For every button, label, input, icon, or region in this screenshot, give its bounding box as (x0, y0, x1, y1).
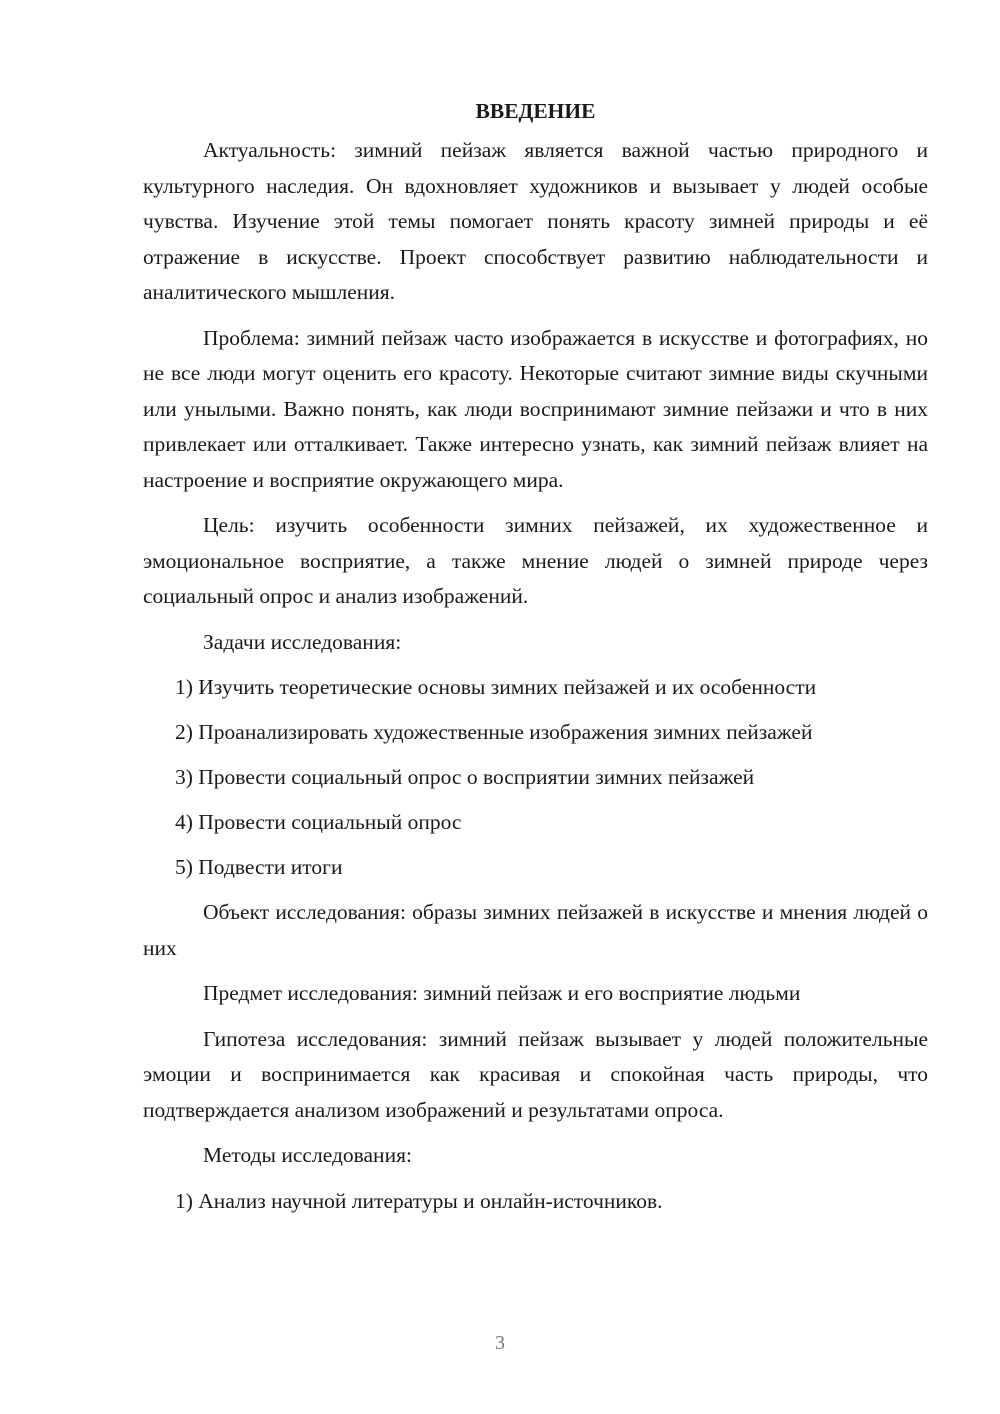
problem-paragraph: Проблема: зимний пейзаж часто изображается в искусстве и фотографиях, но не все люди могут оценить его красоту. Некоторые считают зимние виды скучными или унылыми. Важно понять, как люди воспринимают зимние пейзажи и что в них привлекает или отталкивает. Также интересно узнать, как зимний пейзаж влияет на настроение и восприятие окружающего мира. (143, 325, 928, 492)
goal-paragraph: Цель: изучить особенности зимних пейзажей, их художественное и эмоциональное восприятие, а также мнение людей о зимней природе через социальный опрос и анализ изображений. (143, 513, 928, 608)
page-number: 3 (495, 1332, 505, 1354)
list-item: 4) Провести социальный опрос (175, 810, 462, 834)
subject-paragraph: Предмет исследования: зимний пейзаж и его восприятие людьми (203, 981, 801, 1005)
list-item: 3) Провести социальный опрос о восприятии зимних пейзажей (175, 765, 755, 789)
methods-list (143, 1184, 928, 1220)
section-title: ВВЕДЕНИЕ (475, 99, 596, 123)
relevance-paragraph: Актуальность: зимний пейзаж является важной частью природного и культурного наследия. Он вдохновляет художников и вызывает у людей особые чувства. Изучение этой темы помогает понять красоту зимней природы и её отражение в искусстве. Проект способствует развитию наблюдательности и аналитического мышления. (143, 138, 928, 304)
list-item: 1) Анализ научной литературы и онлайн-источников. (175, 1188, 663, 1213)
list-item: 2) Проанализировать художественные изображения зимних пейзажей (175, 720, 813, 744)
list-item: 5) Подвести итоги (175, 855, 343, 879)
tasks-heading: Задачи исследования: (203, 629, 402, 654)
list-item: 1) Изучить теоретические основы зимних пейзажей и их особенности (175, 675, 817, 699)
object-paragraph: Объект исследования: образы зимних пейзажей в искусстве и мнения людей о них (143, 900, 928, 960)
document-body (143, 95, 928, 1229)
methods-heading: Методы исследования: (203, 1143, 412, 1167)
tasks-list (143, 670, 928, 886)
hypothesis-paragraph: Гипотеза исследования: зимний пейзаж вызывает у людей положительные эмоции и воспринимается как красивая и спокойная часть природы, что подтверждается анализом изображений и результатами опроса. (143, 1026, 928, 1122)
